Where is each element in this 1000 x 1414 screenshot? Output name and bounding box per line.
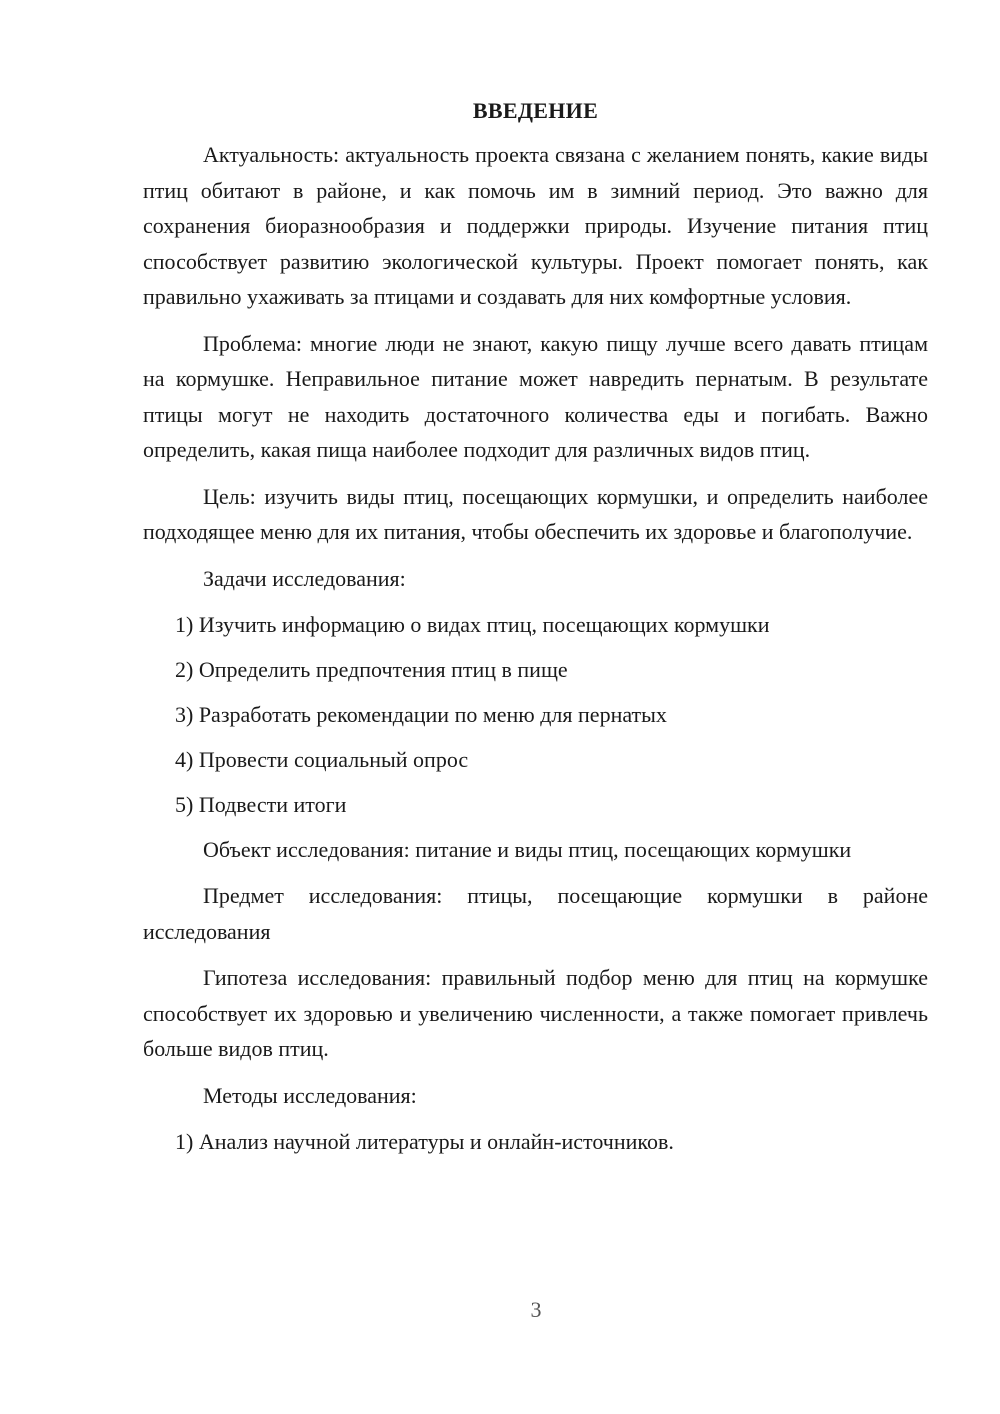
object-paragraph: Объект исследования: питание и виды птиц, посещающих кормушки [203,836,852,862]
goal-paragraph: Цель: изучить виды птиц, посещающих кормушки, и определить наиболее подходящее меню для их питания, чтобы обеспечить их здоровье и благополучие. [143,483,928,544]
methods-heading: Методы исследования: [203,1082,417,1108]
page-title: ВВЕДЕНИЕ [472,98,599,123]
tasks-heading: Задачи исследования: [203,565,406,591]
page-number: 3 [530,1297,542,1322]
page-content [143,94,928,1169]
relevance-paragraph: Актуальность: актуальность проекта связана с желанием понять, какие виды птиц обитают в районе, и как помочь им в зимний период. Это важно для сохранения биоразнообразия и поддержки природы. Изучение питания птиц способствует развитию экологической культуры. Проект помогает понять, как правильно ухаживать за птицами и создавать для них комфортные условия. [143,142,928,309]
task-item: 4) Провести социальный опрос [175,746,469,772]
subject-paragraph: Предмет исследования: птицы, посещающие кормушки в районе исследования [143,883,928,944]
problem-paragraph: Проблема: многие люди не знают, какую пищу лучше всего давать птицам на кормушке. Неправильное питание может навредить пернатым. В результате птицы могут не находить достаточного количества еды и погибать. Важно определить, какая пища наиболее подходит для различных видов птиц. [143,330,928,462]
hypothesis-paragraph: Гипотеза исследования: правильный подбор меню для птиц на кормушке способствует их здоровью и увеличению численности, а также помогает привлечь больше видов птиц. [143,965,928,1061]
task-item: 3) Разработать рекомендации по меню для пернатых [175,701,667,727]
methods-list [143,1124,928,1159]
task-item: 1) Изучить информацию о видах птиц, посещающих кормушки [175,611,770,637]
tasks-list [143,607,928,822]
method-item: 1) Анализ научной литературы и онлайн-источников. [175,1128,674,1154]
task-item: 2) Определить предпочтения птиц в пище [175,656,568,682]
task-item: 5) Подвести итоги [175,791,347,817]
